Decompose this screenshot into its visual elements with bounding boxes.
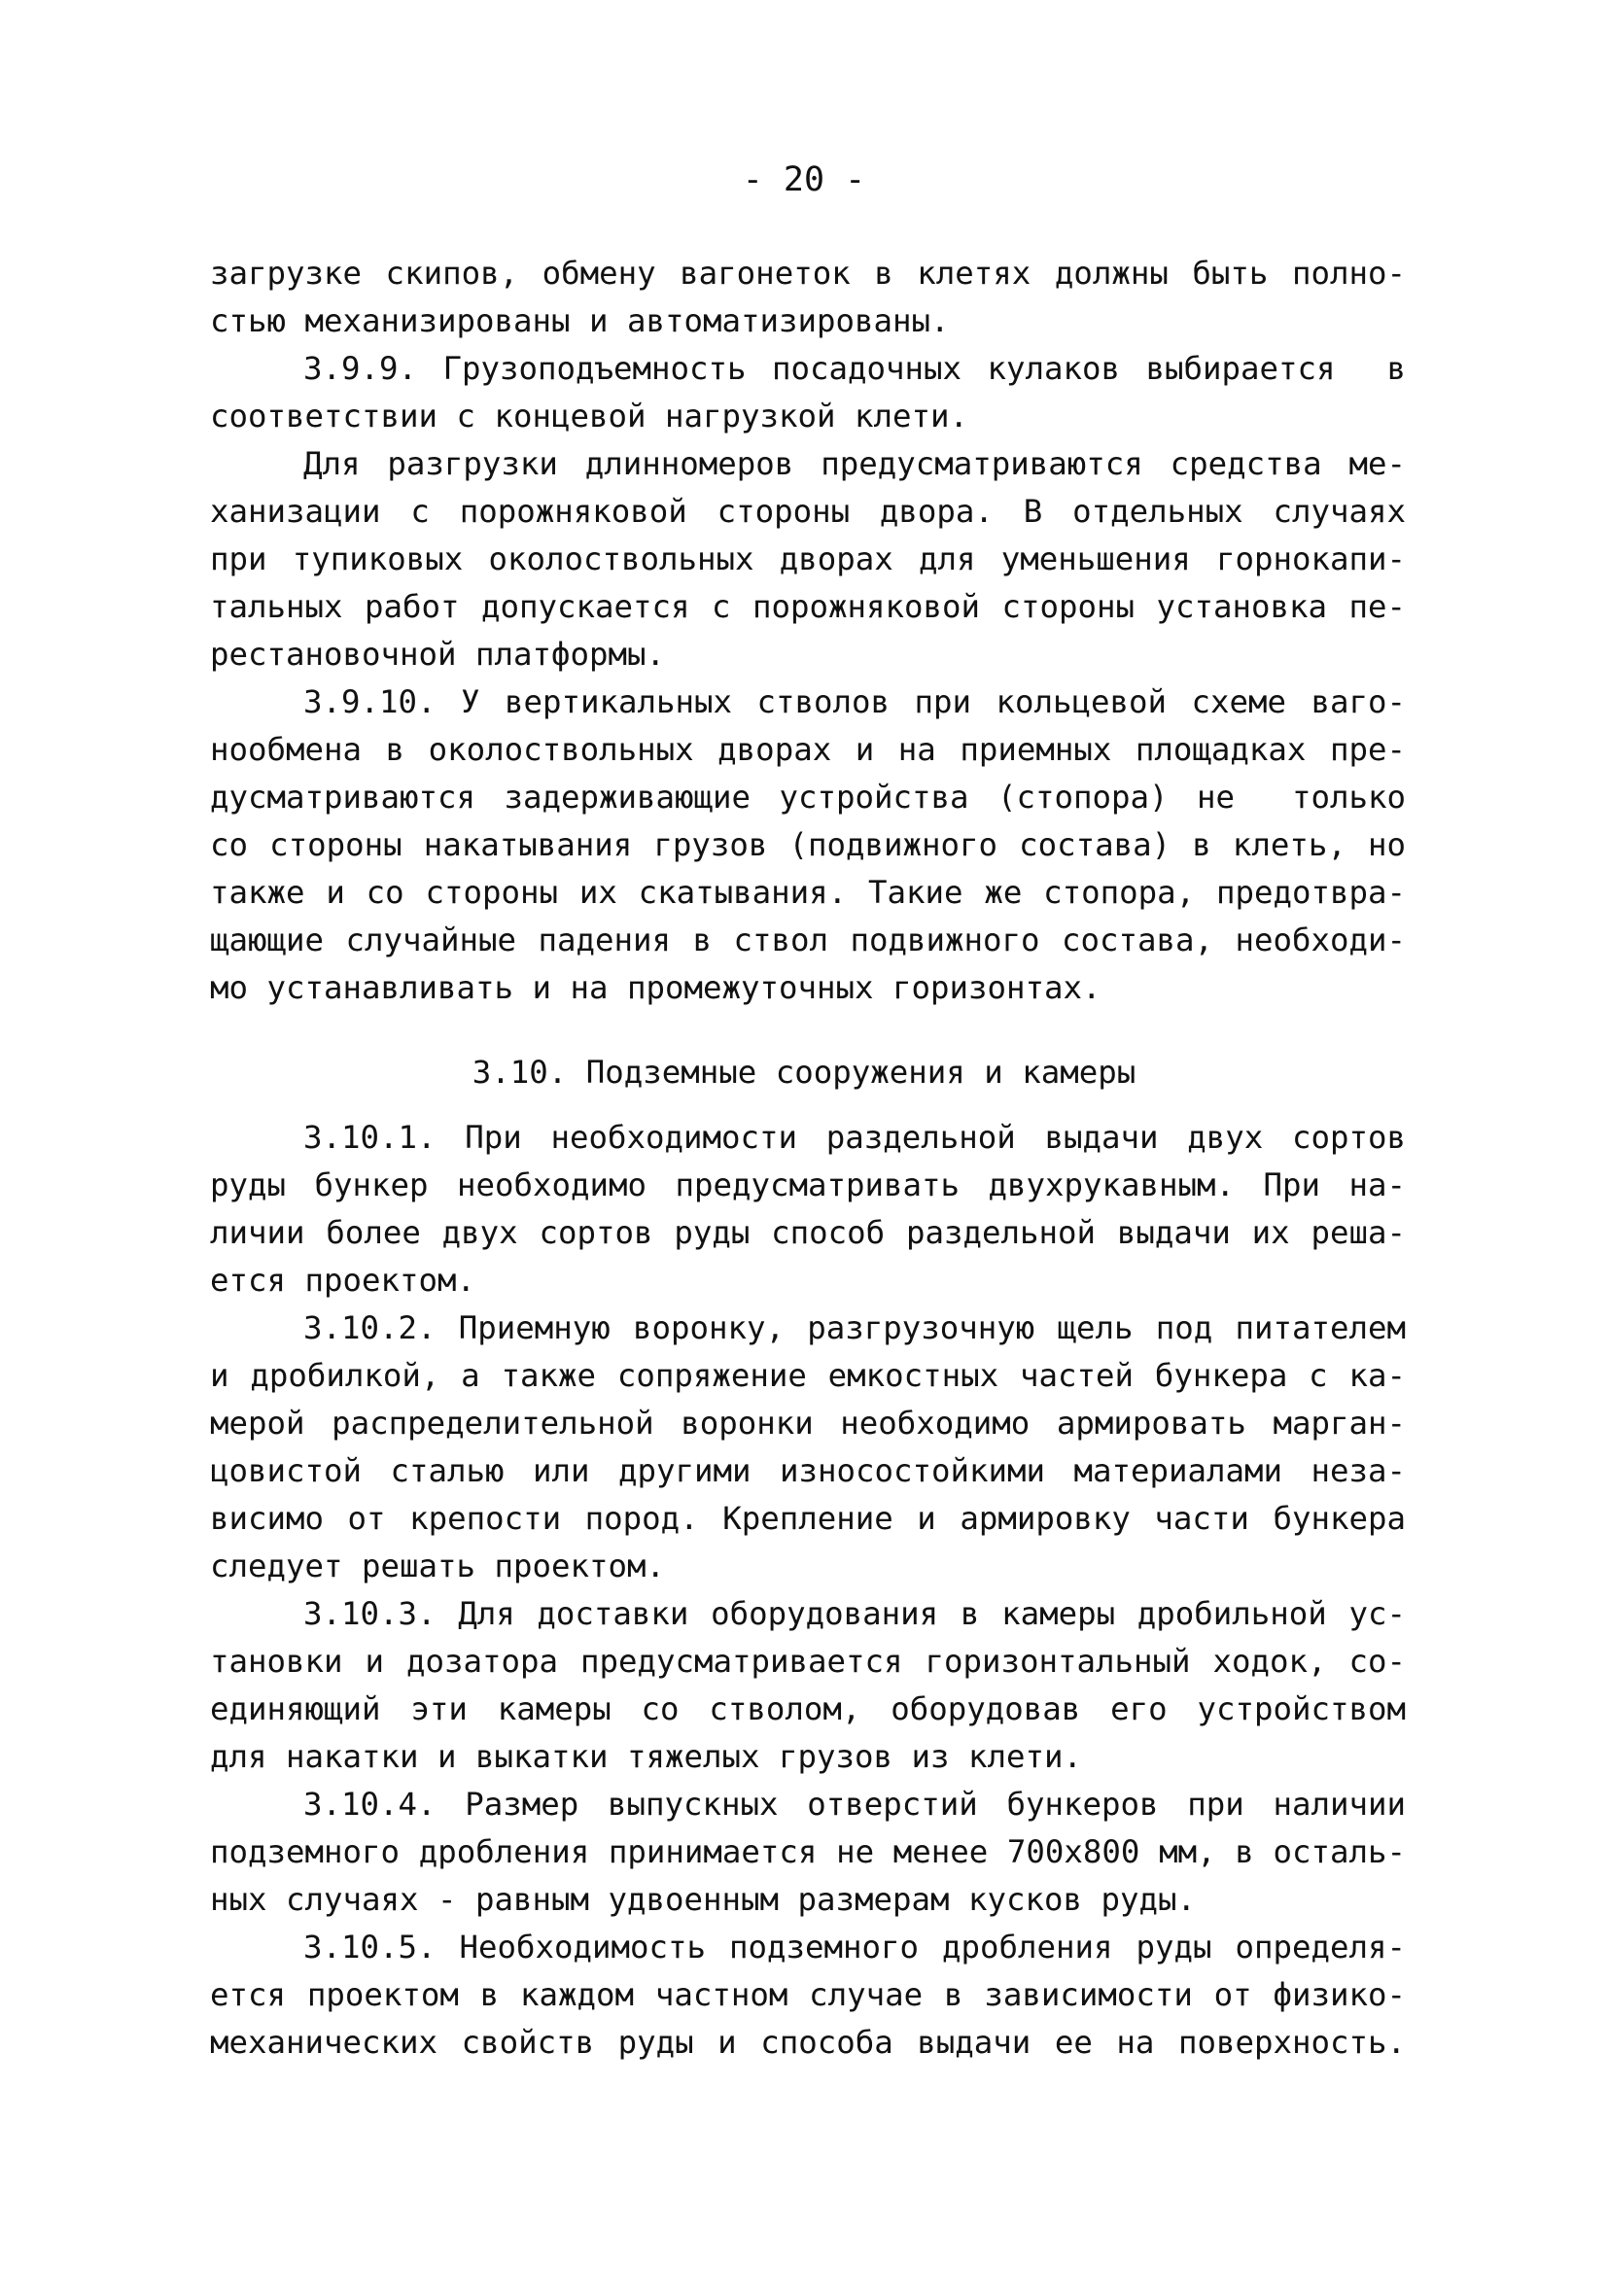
paragraph-start-line: Для разгрузки длинномеров предусматриваются средства ме- bbox=[303, 445, 1406, 482]
text-line: ханизации с порожняковой стороны двора. В отдельных случаях bbox=[210, 493, 1406, 530]
text-line: мерой распределительной воронки необходимо армировать марган- bbox=[210, 1405, 1406, 1442]
text-line: механических свойств руды и способа выдачи ее на поверхность. bbox=[210, 2024, 1406, 2061]
text-line: следует решать проектом. bbox=[210, 1548, 666, 1584]
text-line: тальных работ допускается с порожняковой стороны установка пе- bbox=[210, 588, 1406, 625]
text-line: также и со стороны их скатывания. Такие же стопора, предотвра- bbox=[210, 874, 1406, 911]
section-heading: 3.10. Подземные сооружения и камеры bbox=[472, 1054, 1136, 1091]
text-line: стью механизированы и автоматизированы. bbox=[210, 302, 950, 339]
text-line: тановки и дозатора предусматривается горизонтальный ходок, со- bbox=[210, 1643, 1406, 1680]
text-line: подземного дробления принимается не менее 700х800 мм, в осталь- bbox=[210, 1833, 1406, 1870]
text-line: цовистой сталью или другими износостойкими материалами неза- bbox=[210, 1452, 1406, 1489]
text-line: при тупиковых околоствольных дворах для уменьшения горнокапи- bbox=[210, 540, 1406, 577]
text-line: нообмена в околоствольных дворах и на приемных площадках пре- bbox=[210, 731, 1406, 768]
text-line: загрузке скипов, обмену вагонеток в клетях должны быть полно- bbox=[210, 255, 1406, 292]
paragraph-start-line: 3.9.9. Грузоподъемность посадочных кулаков выбирается в bbox=[303, 350, 1406, 387]
text-line: личии более двух сортов руды способ раздельной выдачи их реша- bbox=[210, 1214, 1406, 1251]
text-line: мо устанавливать и на промежуточных горизонтах. bbox=[210, 969, 1101, 1006]
paragraph-start-line: 3.10.3. Для доставки оборудования в камеры дробильной ус- bbox=[303, 1595, 1406, 1632]
text-line: ется проектом. bbox=[210, 1262, 476, 1299]
text-line: и дробилкой, а также сопряжение емкостных частей бункера с ка- bbox=[210, 1357, 1406, 1394]
text-line: ных случаях - равным удвоенным размерам кусков руды. bbox=[210, 1881, 1197, 1918]
text-line: единяющий эти камеры со стволом, оборудовав его устройством bbox=[210, 1690, 1406, 1727]
text-line: для накатки и выкатки тяжелых грузов из клети. bbox=[210, 1738, 1083, 1775]
text-line: висимо от крепости пород. Крепление и армировку части бункера bbox=[210, 1500, 1406, 1537]
paragraph-start-line: 3.9.10. У вертикальных стволов при кольцевой схеме ваго- bbox=[303, 683, 1406, 720]
paragraph-start-line: 3.10.2. Приемную воронку, разгрузочную щель под питателем bbox=[303, 1309, 1406, 1346]
text-line: соответствии с концевой нагрузкой клети. bbox=[210, 398, 969, 435]
paragraph-start-line: 3.10.4. Размер выпускных отверстий бункеров при наличии bbox=[303, 1786, 1406, 1823]
text-line: ется проектом в каждом частном случае в зависимости от физико- bbox=[210, 1976, 1406, 2013]
paragraph-start-line: 3.10.5. Необходимость подземного дробления руды определя- bbox=[303, 1929, 1406, 1966]
text-line: рестановочной платформы. bbox=[210, 636, 666, 673]
paragraph-start-line: 3.10.1. При необходимости раздельной выдачи двух сортов bbox=[303, 1119, 1406, 1156]
text-line: руды бункер необходимо предусматривать двухрукавным. При на- bbox=[210, 1166, 1406, 1203]
page-number: - 20 - bbox=[742, 160, 866, 199]
text-line: щающие случайные падения в ствол подвижного состава, необходи- bbox=[210, 922, 1406, 958]
text-line: со стороны накатывания грузов (подвижного состава) в клеть, но bbox=[210, 826, 1406, 863]
text-line: дусматриваются задерживающие устройства (стопора) не только bbox=[210, 779, 1406, 816]
